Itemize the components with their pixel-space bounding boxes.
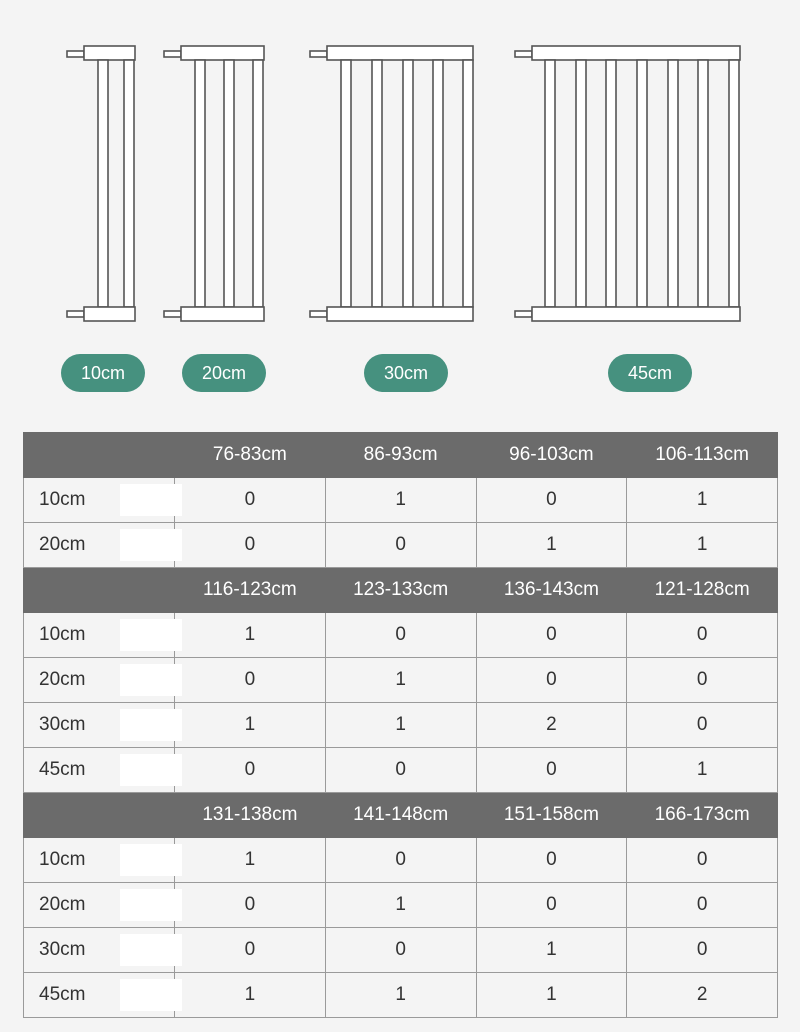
table-row (24, 838, 778, 883)
quantity-cell: 2 (476, 703, 627, 748)
label-mask-box (120, 844, 182, 876)
row-label-cell (24, 703, 175, 748)
row-label-cell (24, 748, 175, 793)
quantity-cell: 1 (325, 703, 476, 748)
width-range-header: 76-83cm (175, 433, 326, 478)
label-mask-box (120, 754, 182, 786)
size-pill-45cm: 45cm (608, 354, 692, 392)
quantity-cell: 1 (325, 478, 476, 523)
quantity-cell: 0 (476, 883, 627, 928)
row-label-cell (24, 973, 175, 1018)
table-row (24, 883, 778, 928)
quantity-cell: 0 (476, 478, 627, 523)
width-range-header: 131-138cm (175, 793, 326, 838)
gate-extension-30cm-illustration (310, 46, 473, 321)
width-range-header: 86-93cm (325, 433, 476, 478)
quantity-cell: 0 (175, 658, 326, 703)
quantity-cell: 0 (175, 928, 326, 973)
quantity-cell: 0 (476, 838, 627, 883)
header-empty-cell (24, 568, 175, 613)
width-range-header: 121-128cm (627, 568, 778, 613)
quantity-cell: 1 (175, 703, 326, 748)
gate-extension-10cm-illustration (67, 46, 135, 321)
table-row (24, 703, 778, 748)
extension-combination-table (23, 432, 778, 1018)
extension-combination-table-wrap (23, 432, 777, 1018)
row-label: 45cm (39, 984, 86, 1005)
quantity-cell: 0 (175, 748, 326, 793)
table-row (24, 748, 778, 793)
gate-extension-45cm-illustration (515, 46, 740, 321)
quantity-cell: 1 (325, 883, 476, 928)
width-range-header: 141-148cm (325, 793, 476, 838)
quantity-cell: 0 (175, 478, 326, 523)
row-label-cell (24, 658, 175, 703)
table-row (24, 973, 778, 1018)
quantity-cell: 1 (175, 973, 326, 1018)
label-mask-box (120, 709, 182, 741)
label-mask-box (120, 529, 182, 561)
quantity-cell: 0 (476, 658, 627, 703)
quantity-cell: 1 (325, 658, 476, 703)
width-range-header: 106-113cm (627, 433, 778, 478)
quantity-cell: 0 (627, 883, 778, 928)
quantity-cell: 1 (476, 523, 627, 568)
header-empty-cell (24, 793, 175, 838)
quantity-cell: 1 (627, 523, 778, 568)
gate-extension-20cm-illustration (164, 46, 264, 321)
table-row (24, 478, 778, 523)
row-label: 10cm (39, 849, 86, 870)
table-header-row (24, 793, 778, 838)
row-label-cell (24, 613, 175, 658)
row-label: 20cm (39, 669, 86, 690)
header-empty-cell (24, 433, 175, 478)
width-range-header: 166-173cm (627, 793, 778, 838)
label-mask-box (120, 484, 182, 516)
width-range-header: 96-103cm (476, 433, 627, 478)
row-label: 20cm (39, 534, 86, 555)
quantity-cell: 0 (325, 838, 476, 883)
row-label: 20cm (39, 894, 86, 915)
row-label-cell (24, 883, 175, 928)
row-label: 45cm (39, 759, 86, 780)
size-pill-20cm: 20cm (182, 354, 266, 392)
quantity-cell: 0 (627, 838, 778, 883)
row-label-cell (24, 838, 175, 883)
quantity-cell: 1 (175, 838, 326, 883)
row-label-cell (24, 478, 175, 523)
row-label: 10cm (39, 624, 86, 645)
row-label-cell (24, 928, 175, 973)
table-row (24, 523, 778, 568)
quantity-cell: 0 (627, 658, 778, 703)
label-mask-box (120, 619, 182, 651)
quantity-cell: 0 (175, 883, 326, 928)
label-mask-box (120, 889, 182, 921)
quantity-cell: 0 (627, 613, 778, 658)
width-range-header: 151-158cm (476, 793, 627, 838)
width-range-header: 136-143cm (476, 568, 627, 613)
width-range-header: 116-123cm (175, 568, 326, 613)
quantity-cell: 0 (325, 928, 476, 973)
size-pill-30cm: 30cm (364, 354, 448, 392)
quantity-cell: 0 (627, 703, 778, 748)
table-header-row (24, 433, 778, 478)
table-header-row (24, 568, 778, 613)
width-range-header: 123-133cm (325, 568, 476, 613)
quantity-cell: 2 (627, 973, 778, 1018)
row-label-cell (24, 523, 175, 568)
quantity-cell: 0 (175, 523, 326, 568)
quantity-cell: 1 (476, 973, 627, 1018)
quantity-cell: 1 (476, 928, 627, 973)
row-label: 10cm (39, 489, 86, 510)
row-label: 30cm (39, 714, 86, 735)
quantity-cell: 1 (627, 478, 778, 523)
quantity-cell: 0 (627, 928, 778, 973)
size-pill-10cm: 10cm (61, 354, 145, 392)
quantity-cell: 0 (476, 748, 627, 793)
quantity-cell: 0 (325, 748, 476, 793)
quantity-cell: 1 (175, 613, 326, 658)
quantity-cell: 1 (627, 748, 778, 793)
quantity-cell: 0 (476, 613, 627, 658)
row-label: 30cm (39, 939, 86, 960)
label-mask-box (120, 979, 182, 1011)
table-row (24, 928, 778, 973)
quantity-cell: 1 (325, 973, 476, 1018)
label-mask-box (120, 664, 182, 696)
table-row (24, 658, 778, 703)
label-mask-box (120, 934, 182, 966)
quantity-cell: 0 (325, 523, 476, 568)
table-row (24, 613, 778, 658)
quantity-cell: 0 (325, 613, 476, 658)
